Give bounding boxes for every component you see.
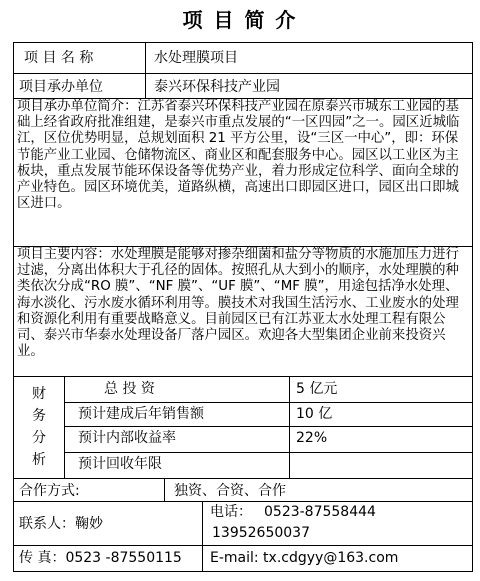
page-title: 项 目 简 介 [182,8,298,32]
finance-row-value: 22% [296,430,328,446]
finance-header: 财务分析 [32,386,46,468]
finance-row-label: 预计建成后年销售额 [78,406,204,422]
email: E-mail: tx.cdgyy@163.com [210,550,399,566]
project-name-label: 项 目 名 称 [24,50,94,66]
project-content-text: 项目主要内容：水处理膜是能够对掺杂细菌和盐分等物质的水施加压力进行过滤，分离出体积大于孔径的固体。按照孔从大到小的顺序，水处理膜的种类依次分成“RO 膜”、“NF 膜”、“UF 膜”、“MF 膜”，用途包括净水处理、海水淡化、污水废水循环利用等。膜技术对我国生活污水、工业废水的处理和资源化利用有重要战略意义。目前园区已有江苏亚太水处理工程有限公司、泰兴市华泰水处理设备厂落户园区。欢迎各大型集团企业前来投资兴业。 [17,247,459,360]
phone-secondary: 13952650037 [212,525,310,541]
cooperation-label: 合作方式: [19,483,80,499]
finance-row-value: 10 亿 [296,406,333,422]
finance-row-label: 总 投 资 [104,381,155,397]
finance-row-label: 预计内部收益率 [78,430,176,446]
project-name-value: 水处理膜项目 [154,50,238,66]
unit-intro-text: 项目承办单位简介：江苏省泰兴环保科技产业园在原泰兴市城东工业园的基础上经省政府批准组建，是泰兴市重点发展的“一区四园”之一。园区近城临江，区位优势明显，总规划面积 21 平方公里，设“三区一中心”，即：环保节能产业工业园、仓储物流区、商业区和配套服务中心。园区以工业区为主板块，重点发展节能环保设备等优势产业，着力形成定位科学、面向全球的产业特色。园区环境优美，道路纵横，高速出口即园区进口，园区出口即城区进口。 [17,99,460,212]
finance-row-label: 预计回收年限 [78,456,162,472]
cooperation-value: 独资、合资、合作 [174,483,286,499]
phone-label: 电话： [210,504,252,520]
unit-label: 项目承办单位 [19,79,103,95]
unit-value: 泰兴环保科技产业园 [154,79,280,95]
phone-primary: 0523-87558444 [264,504,376,520]
finance-row-value: 5 亿元 [296,381,338,397]
info-table [13,42,473,572]
contact-person: 联系人：鞠妙 [19,516,103,532]
fax: 传 真：0523 -87550115 [19,550,182,566]
